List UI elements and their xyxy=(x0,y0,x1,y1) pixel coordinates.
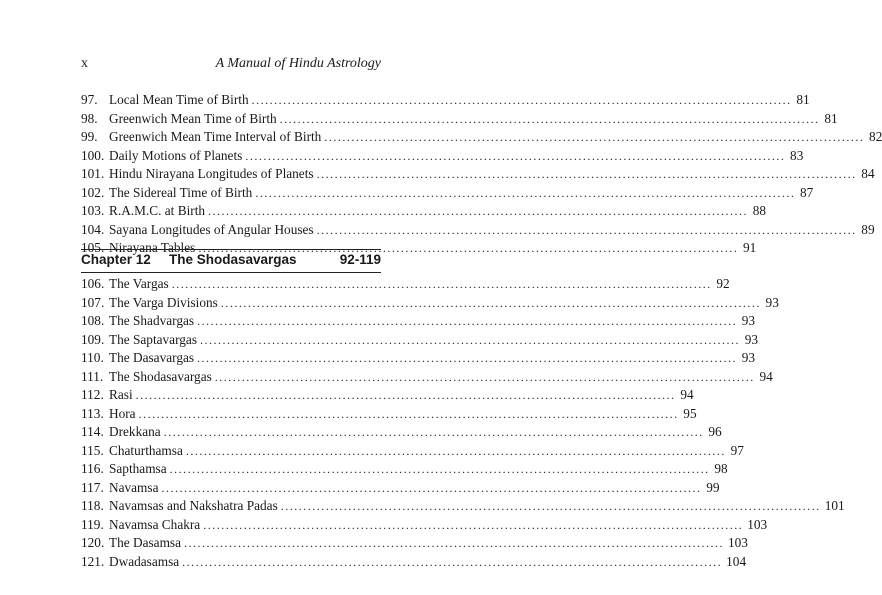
toc-entry-title: Hindu Nirayana Longitudes of Planets xyxy=(109,166,314,181)
toc-entry-title: The Dasamsa xyxy=(109,535,181,550)
toc-entry xyxy=(81,442,744,462)
toc-entry-page: 104 xyxy=(726,553,747,569)
toc-entry-page: 88 xyxy=(752,203,767,218)
toc-entry-page: 94 xyxy=(759,368,773,384)
toc-entry xyxy=(81,535,748,554)
toc-entry-number: 111. xyxy=(81,368,104,384)
toc-entry-title: Nirayana Tables xyxy=(109,240,196,255)
leader-dots: ........................................................................................................................ xyxy=(316,167,857,181)
toc-list-chapter xyxy=(81,276,845,572)
chapter-label: Chapter 12 xyxy=(81,252,151,267)
leader-dots: ........................................................................................................................ xyxy=(197,314,738,328)
toc-entry-number: 112. xyxy=(81,387,104,402)
toc-entry-number: 102. xyxy=(81,184,105,200)
toc-entry xyxy=(81,313,756,332)
toc-entry-title: Navamsa Chakra xyxy=(109,516,201,532)
toc-entry-number: 101. xyxy=(81,166,105,181)
toc-entry xyxy=(81,368,773,388)
running-header xyxy=(81,56,381,76)
book-title: A Manual of Hindu Astrology xyxy=(215,56,381,71)
toc-entry-number: 117. xyxy=(81,479,104,495)
toc-entry xyxy=(81,110,838,130)
toc-entry-number: 110. xyxy=(81,350,104,365)
toc-entry-page: 81 xyxy=(824,110,838,126)
toc-entry-title: Daily Motions of Planets xyxy=(109,147,243,163)
toc-entry-page: 103 xyxy=(728,535,748,550)
leader-dots: ........................................................................................................................ xyxy=(324,130,865,144)
toc-entry-page: 101 xyxy=(824,498,845,513)
toc-entry-number: 121. xyxy=(81,553,105,569)
toc-entry-title: Greenwich Mean Time of Birth xyxy=(109,110,277,126)
toc-entry-number: 98. xyxy=(81,110,98,126)
toc-entry-number: 113. xyxy=(81,405,104,421)
chapter-rule-top xyxy=(81,249,381,250)
toc-entry-title: The Sidereal Time of Birth xyxy=(109,184,253,200)
toc-entry xyxy=(81,184,814,204)
leader-dots: ........................................................................................................................ xyxy=(161,480,702,495)
toc-entry-title: The Dasavargas xyxy=(109,350,195,365)
toc-entry xyxy=(81,129,882,148)
leader-dots: ........................................................................................................................ xyxy=(203,517,744,532)
leader-dots: ........................................................................................................................ xyxy=(135,388,676,402)
toc-entry-number: 120. xyxy=(81,535,105,550)
leader-dots: ........................................................................................................................ xyxy=(185,443,726,458)
toc-entry-title: The Shodasavargas xyxy=(109,368,212,384)
toc-entry xyxy=(81,387,694,406)
page-number: x xyxy=(81,56,88,71)
toc-entry-title: R.A.M.C. at Birth xyxy=(109,203,206,218)
toc-entry xyxy=(81,92,810,111)
toc-entry-number: 99. xyxy=(81,129,98,144)
leader-dots: ........................................................................................................................ xyxy=(214,369,755,384)
toc-entry xyxy=(81,166,875,185)
toc-entry-number: 100. xyxy=(81,147,105,163)
leader-dots: ........................................................................................................................ xyxy=(198,241,739,255)
toc-entry-title: Sapthamsa xyxy=(109,461,167,476)
toc-entry-page: 93 xyxy=(744,331,759,347)
toc-entry xyxy=(81,553,747,573)
toc-entry-number: 108. xyxy=(81,313,105,328)
toc-entry-number: 119. xyxy=(81,516,104,532)
toc-entry xyxy=(81,516,768,536)
leader-dots: ........................................................................................................................ xyxy=(184,536,724,550)
toc-entry-page: 99 xyxy=(706,479,720,495)
toc-entry-title: Hora xyxy=(109,405,136,421)
toc-entry-title: Rasi xyxy=(109,387,133,402)
toc-entry-title: Local Mean Time of Birth xyxy=(109,92,249,107)
toc-entry-number: 115. xyxy=(81,442,104,458)
leader-dots: ........................................................................................................................ xyxy=(220,295,761,310)
toc-entry-title: Drekkana xyxy=(109,424,161,439)
toc-entry xyxy=(81,461,728,480)
toc-entry-title: Greenwich Mean Time Interval of Birth xyxy=(109,129,322,144)
toc-entry-number: 107. xyxy=(81,294,105,310)
toc-entry-title: The Vargas xyxy=(109,276,169,291)
toc-entry-page: 82 xyxy=(869,129,882,144)
leader-dots: ........................................................................................................................ xyxy=(245,148,786,163)
toc-list-top xyxy=(81,92,882,259)
toc-entry xyxy=(81,479,720,499)
toc-entry-title: Dwadasamsa xyxy=(109,553,180,569)
toc-entry-title: The Saptavargas xyxy=(109,331,198,347)
toc-entry-page: 89 xyxy=(861,221,875,237)
leader-dots: ........................................................................................................................ xyxy=(171,277,712,291)
toc-entry-page: 91 xyxy=(743,240,757,255)
toc-entry xyxy=(81,276,730,295)
leader-dots: ........................................................................................................................ xyxy=(255,185,796,200)
toc-entry-title: Navamsa xyxy=(109,479,159,495)
toc-entry-number: 97. xyxy=(81,92,98,107)
leader-dots: ........................................................................................................................ xyxy=(200,332,741,347)
toc-entry-page: 92 xyxy=(716,276,730,291)
leader-dots: ........................................................................................................................ xyxy=(169,462,710,476)
toc-entry xyxy=(81,498,845,517)
toc-entry-title: Chaturthamsa xyxy=(109,442,183,458)
leader-dots: ........................................................................................................................ xyxy=(316,222,857,237)
toc-entry xyxy=(81,331,759,351)
leader-dots: ........................................................................................................................ xyxy=(251,93,792,107)
leader-dots: ........................................................................................................................ xyxy=(138,406,679,421)
chapter-rule-bottom xyxy=(81,272,381,273)
leader-dots: ........................................................................................................................ xyxy=(163,425,704,439)
toc-entry xyxy=(81,203,767,222)
toc-entry-page: 93 xyxy=(741,313,756,328)
toc-entry xyxy=(81,350,756,369)
toc-entry xyxy=(81,405,697,425)
toc-entry xyxy=(81,147,804,167)
toc-entry-title: The Shadvargas xyxy=(109,313,195,328)
toc-entry-number: 109. xyxy=(81,331,105,347)
toc-entry-page: 84 xyxy=(861,166,875,181)
leader-dots: ........................................................................................................................ xyxy=(182,554,723,569)
chapter-page-range: 92-119 xyxy=(339,252,381,267)
toc-entry-page: 83 xyxy=(790,147,804,163)
toc-entry-page: 81 xyxy=(796,92,810,107)
toc-entry-page: 93 xyxy=(741,350,756,365)
chapter-heading xyxy=(81,252,381,272)
leader-dots: ........................................................................................................................ xyxy=(197,351,738,365)
leader-dots: ........................................................................................................................ xyxy=(279,111,820,126)
leader-dots: ........................................................................................................................ xyxy=(280,499,821,513)
toc-entry-number: 103. xyxy=(81,203,105,218)
toc-entry-page: 95 xyxy=(683,405,697,421)
leader-dots: ........................................................................................................................ xyxy=(208,204,749,218)
toc-entry-page: 87 xyxy=(800,184,814,200)
toc-entry-number: 116. xyxy=(81,461,104,476)
toc-entry-number: 106. xyxy=(81,276,105,291)
chapter-title: The Shodasavargas xyxy=(169,252,297,267)
toc-entry-page: 93 xyxy=(765,294,779,310)
toc-entry-title: The Varga Divisions xyxy=(109,294,218,310)
toc-entry xyxy=(81,424,722,443)
toc-entry-number: 104. xyxy=(81,221,105,237)
toc-entry-number: 118. xyxy=(81,498,104,513)
toc-entry-page: 97 xyxy=(730,442,744,458)
toc-entry-title: Sayana Longitudes of Angular Houses xyxy=(109,221,314,237)
toc-entry xyxy=(81,294,779,314)
toc-entry-page: 94 xyxy=(680,387,694,402)
toc-entry-page: 103 xyxy=(747,516,768,532)
toc-entry-page: 96 xyxy=(708,424,722,439)
toc-entry-number: 105. xyxy=(81,240,105,255)
toc-entry-title: Navamsas and Nakshatra Padas xyxy=(109,498,278,513)
toc-entry xyxy=(81,221,875,241)
toc-entry-page: 98 xyxy=(714,461,728,476)
toc-entry-number: 114. xyxy=(81,424,104,439)
